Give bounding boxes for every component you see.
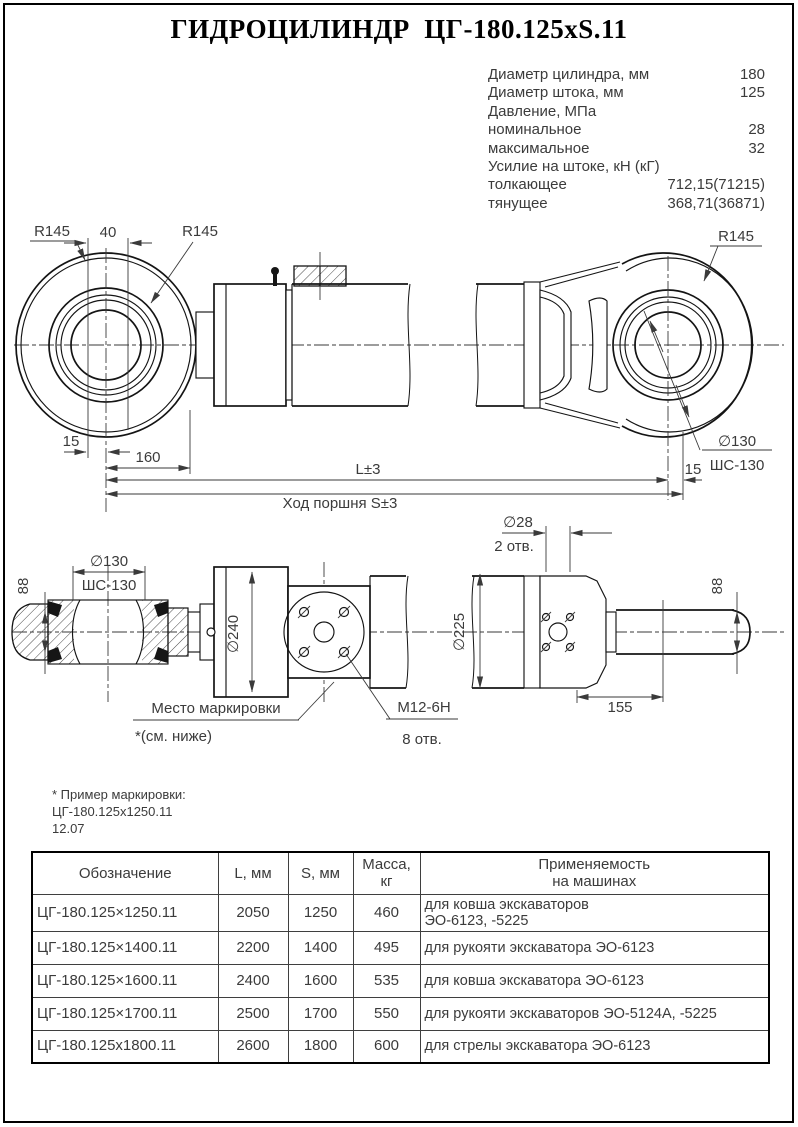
spec-value: 712,15(71215) [667,176,765,194]
spec-row [488,140,765,158]
grease-fitting [271,267,279,275]
spec-label: тянущее [488,194,548,212]
dim-label-dia240: ∅240 [225,614,242,654]
col-header-mass: Масса, кг [353,852,420,894]
flange-block [284,586,370,678]
cell-mass: 600 [353,1030,420,1063]
dim-label-15-right: 15 [684,461,702,478]
cell-application: для рукояти экскаваторов ЭО-5124А, -5225 [420,997,769,1030]
dim-label-dia130-lower: ∅130 [89,553,129,570]
dim-label-dia28: ∅28 [503,514,533,531]
table-row [32,964,769,997]
cell-mass: 495 [353,931,420,964]
m12-label: М12-6Н [397,699,451,716]
dim-label-r145-mid: R145 [182,223,218,240]
cell-designation: ЦГ-180.125×1400.11 [32,931,218,964]
cell-mass: 535 [353,964,420,997]
cell-designation: ЦГ-180.125x1800.11 [32,1030,218,1063]
dim-label-r145-left: R145 [34,223,70,240]
dim-label-dia130-upper: ∅130 [717,433,757,450]
col-header-designation: Обозначение [32,852,218,894]
dim-label-15-left: 15 [62,433,80,450]
note-line: ЦГ-180.125x1250.11 [52,804,173,819]
spec-label: толкающее [488,176,567,194]
note-line: * Пример маркировки: [52,787,186,802]
dim-label-88-left: 88 [15,577,32,595]
upper-view [14,223,784,512]
dim-label-L: L±3 [355,461,381,478]
cylinder-body [196,252,524,406]
spec-row [488,158,765,176]
spec-row [488,103,765,121]
spec-label: Диаметр цилиндра, мм [488,66,650,83]
col-header-S: S, мм [288,852,353,894]
dim-label-155: 155 [607,699,633,716]
note-line: 12.07 [52,821,85,836]
page-title: ГИДРОЦИЛИНДР ЦГ-180.125xS.11 [170,14,628,44]
table-row [32,894,769,931]
cell-S: 1400 [288,931,353,964]
specs-block [488,66,765,213]
cell-L: 2600 [218,1030,288,1063]
spec-label: максимальное [488,139,590,157]
spec-value: 368,71(36871) [667,194,765,212]
cell-designation: ЦГ-180.125×1250.11 [32,894,218,931]
cell-S: 1250 [288,894,353,931]
8otv-label: 8 отв. [402,731,442,748]
cell-application: для стрелы экскаватора ЭО-6123 [420,1030,769,1063]
cell-S: 1600 [288,964,353,997]
dim-label-2otv: 2 отв. [494,538,534,555]
dim-label-stroke: Ход поршня S±3 [282,495,398,512]
dim-label-r145-right: R145 [718,228,754,245]
lower-dimensions [15,514,737,748]
spec-row [488,121,765,139]
col-header-application: Применяемость на машинах [420,852,769,894]
cell-application: для ковша экскаваторов ЭО-6123, -5225 [420,894,769,931]
table-row [32,997,769,1030]
spec-label: Усилие на штоке, кН (кГ) [488,158,660,176]
cell-designation: ЦГ-180.125×1700.11 [32,997,218,1030]
cell-mass: 550 [353,997,420,1030]
hydraulic-cylinder-drawing [0,218,798,780]
cell-application: для рукояти экскаватора ЭО-6123 [420,931,769,964]
left-eye [16,238,196,512]
gland-section [207,567,288,697]
spec-value: 125 [739,84,765,102]
table-row [32,1030,769,1063]
cell-S: 1800 [288,1030,353,1063]
spec-label: Диаметр штока, мм [488,84,624,102]
spec-row [488,84,765,102]
cell-S: 1700 [288,997,353,1030]
cell-L: 2200 [218,931,288,964]
cell-L: 2400 [218,964,288,997]
dim-label-dia225: ∅225 [451,612,468,652]
cell-application: для ковша экскаватора ЭО-6123 [420,964,769,997]
spec-row [488,66,765,84]
spec-value: 180 [739,66,765,83]
cell-designation: ЦГ-180.125×1600.11 [32,964,218,997]
marking-place-label: Место маркировки [151,700,281,717]
dim-label-40: 40 [99,224,117,241]
dim-label-shs130-upper: ШС-130 [709,457,765,474]
dim-label-160: 160 [135,449,161,466]
spec-value: 32 [748,139,765,157]
col-header-L: L, мм [218,852,288,894]
lower-view [12,514,786,748]
spec-row [488,176,765,194]
table-row [32,931,769,964]
see-below-label: *(см. ниже) [135,728,213,745]
spec-label: Давление, МПа [488,102,597,120]
dim-label-88-right: 88 [709,577,726,595]
table-header-row [32,852,769,894]
dim-label-shs130-lower: ШС-130 [81,577,137,594]
cell-L: 2050 [218,894,288,931]
cell-mass: 460 [353,894,420,931]
spec-label: номинальное [488,121,582,139]
spec-value: 28 [748,121,765,139]
spec-row [488,195,765,213]
cell-L: 2500 [218,997,288,1030]
marking-note [52,786,186,837]
applicability-table [31,851,770,1064]
